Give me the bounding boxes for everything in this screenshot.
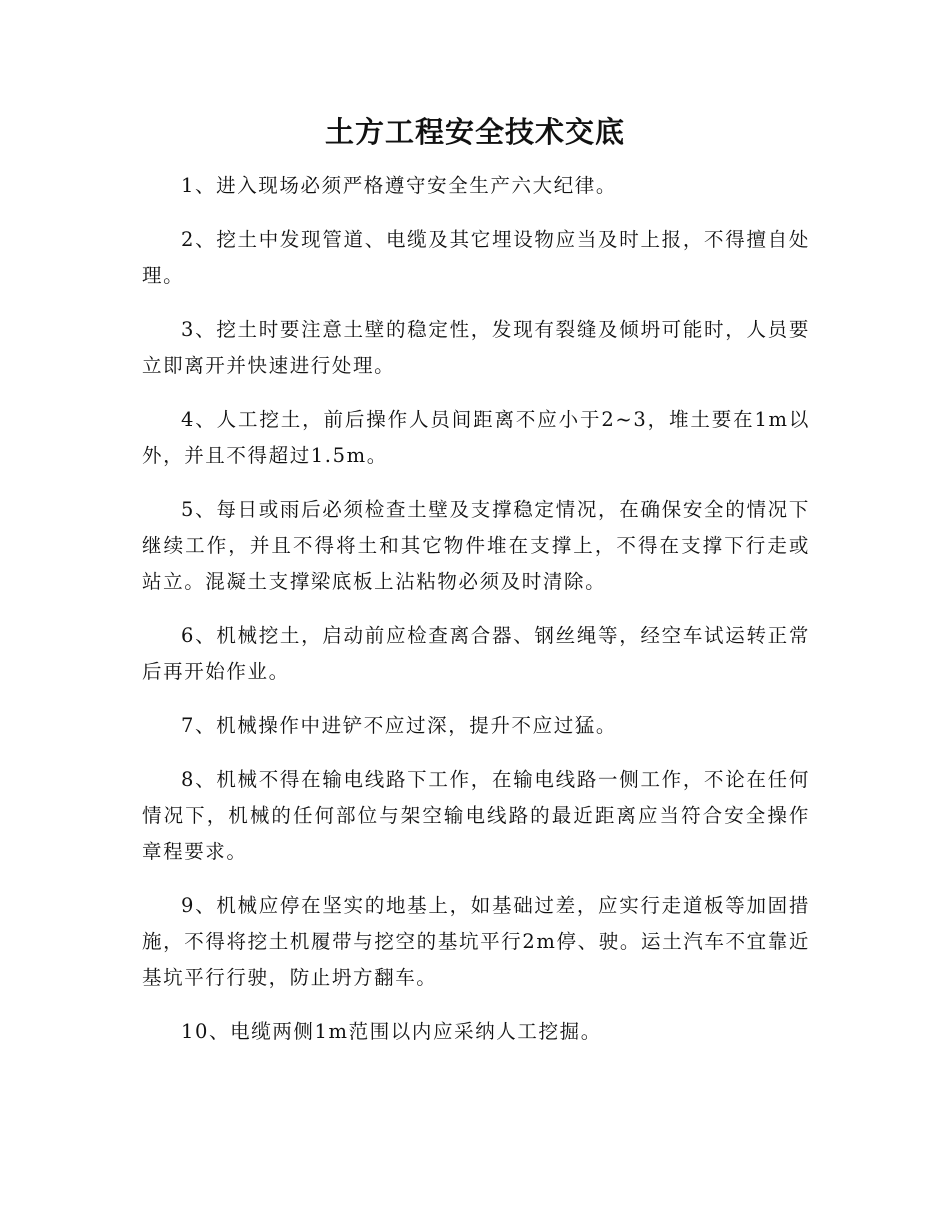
document-title: 土方工程安全技术交底: [324, 115, 625, 149]
paragraph-2: 2、挖土中发现管道、电缆及其它埋设物应当及时上报，不得擅自处理。: [142, 228, 810, 287]
paragraph-9: 9、机械应停在坚实的地基上，如基础过差，应实行走道板等加固措施，不得将挖土机履带与挖空的基坑平行2m停、驶。运土汽车不宜靠近基坑平行行驶，防止坍方翻车。: [142, 894, 810, 989]
paragraph-5: 5、每日或雨后必须检查土壁及支撑稳定情况，在确保安全的情况下继续工作，并且不得将土和其它物件堆在支撑上，不得在支撑下行走或站立。混凝土支撑梁底板上沾粘物必须及时清除。: [142, 498, 810, 593]
paragraph-10: 10、电缆两侧1m范围以内应采纳人工挖掘。: [181, 1020, 602, 1043]
paragraph-7: 7、机械操作中进铲不应过深，提升不应过猛。: [181, 714, 618, 737]
paragraph-4: 4、人工挖土，前后操作人员间距离不应小于2~3，堆土要在1m以外，并且不得超过1.5m。: [142, 408, 810, 467]
paragraph-6: 6、机械挖土，启动前应检查离合器、钢丝绳等，经空车试运转正常后再开始作业。: [142, 624, 810, 683]
paragraph-1: 1、进入现场必须严格遵守安全生产六大纪律。: [181, 174, 618, 197]
document-body: [142, 168, 810, 1068]
paragraph-8: 8、机械不得在输电线路下工作，在输电线路一侧工作，不论在任何情况下，机械的任何部位与架空输电线路的最近距离应当符合安全操作章程要求。: [142, 768, 810, 863]
paragraph-3: 3、挖土时要注意土壁的稳定性，发现有裂缝及倾坍可能时，人员要立即离开并快速进行处理。: [142, 318, 810, 377]
